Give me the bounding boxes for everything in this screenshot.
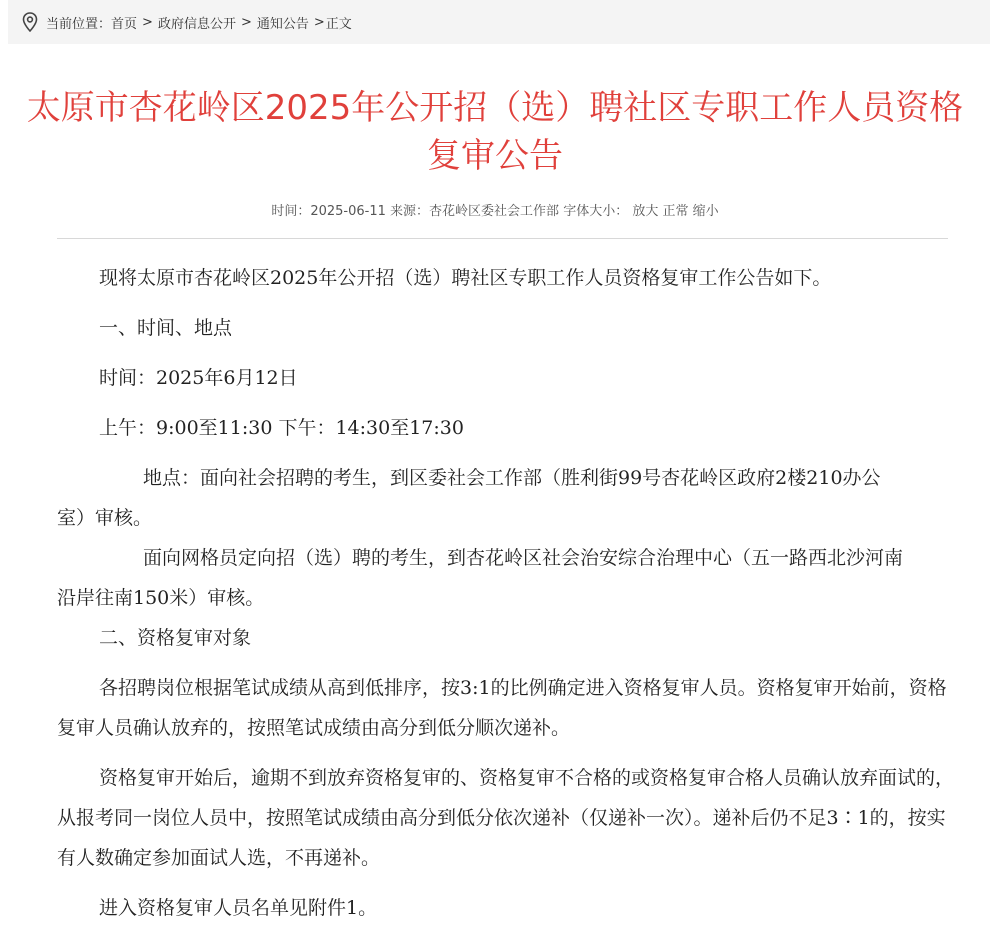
section-heading-1: 一、时间、地点 [99,317,233,339]
breadcrumb-separator: > [142,14,153,30]
paragraph-location-1: 地点：面向社会招聘的考生，到区委社会工作部（胜利街99号杏花岭区政府2楼210办公室）审核。 [57,467,881,529]
breadcrumb-current: 正文 [325,16,352,32]
font-size-label: 字体大小： [563,204,629,219]
breadcrumb-gov-info[interactable]: 政府信息公开 [157,16,236,32]
article-body [57,258,957,928]
location-pin-icon [22,12,38,32]
section-heading-2: 二、资格复审对象 [99,627,252,649]
breadcrumb [8,0,990,44]
title-line-2: 复审公告 [427,136,563,176]
paragraph-hours: 上午：9:00至11:30 下午：14:30至17:30 [99,417,464,439]
source-label: 来源： [390,204,430,219]
paragraph-eligibility: 各招聘岗位根据笔试成绩从高到低排序，按3:1的比例确定进入资格复审人员。资格复审开始前，资格复审人员确认放弃的，按照笔试成绩由高分到低分顺次递补。 [57,677,947,739]
time-label: 时间： [271,204,311,219]
breadcrumb-separator: > [313,14,325,30]
paragraph-replacement: 资格复审开始后，逾期不到放弃资格复审的、资格复审不合格的或资格复审合格人员确认放弃面试的，从报考同一岗位人员中，按照笔试成绩由高分到低分依次递补（仅递补一次）。递补后仍不足3∶1的，按实有人数确定参加面试人选，不再递补。 [57,767,955,869]
font-enlarge-button[interactable]: 放大 [632,204,659,219]
page-title [0,84,990,180]
paragraph-attachment: 进入资格复审人员名单见附件1。 [99,897,378,919]
font-normal-button[interactable]: 正常 [662,204,689,219]
publish-time: 2025-06-11 [310,204,386,219]
paragraph-location-2: 面向网格员定向招（选）聘的考生，到杏花岭区社会治安综合治理中心（五一路西北沙河南沿岸往南150米）审核。 [57,547,904,609]
breadcrumb-separator: > [240,14,252,30]
source-value: 杏花岭区委社会工作部 [429,204,560,219]
breadcrumb-label: 当前位置： [46,16,112,32]
font-shrink-button[interactable]: 缩小 [692,204,719,219]
breadcrumb-home[interactable]: 首页 [111,16,138,32]
paragraph-intro: 现将太原市杏花岭区2025年公开招（选）聘社区专职工作人员资格复审工作公告如下。 [99,267,832,289]
paragraph-date: 时间：2025年6月12日 [99,367,298,389]
title-line-1: 太原市杏花岭区2025年公开招（选）聘社区专职工作人员资格 [26,88,964,128]
article-meta [0,200,990,219]
breadcrumb-notices[interactable]: 通知公告 [256,16,309,32]
title-divider [57,238,948,239]
